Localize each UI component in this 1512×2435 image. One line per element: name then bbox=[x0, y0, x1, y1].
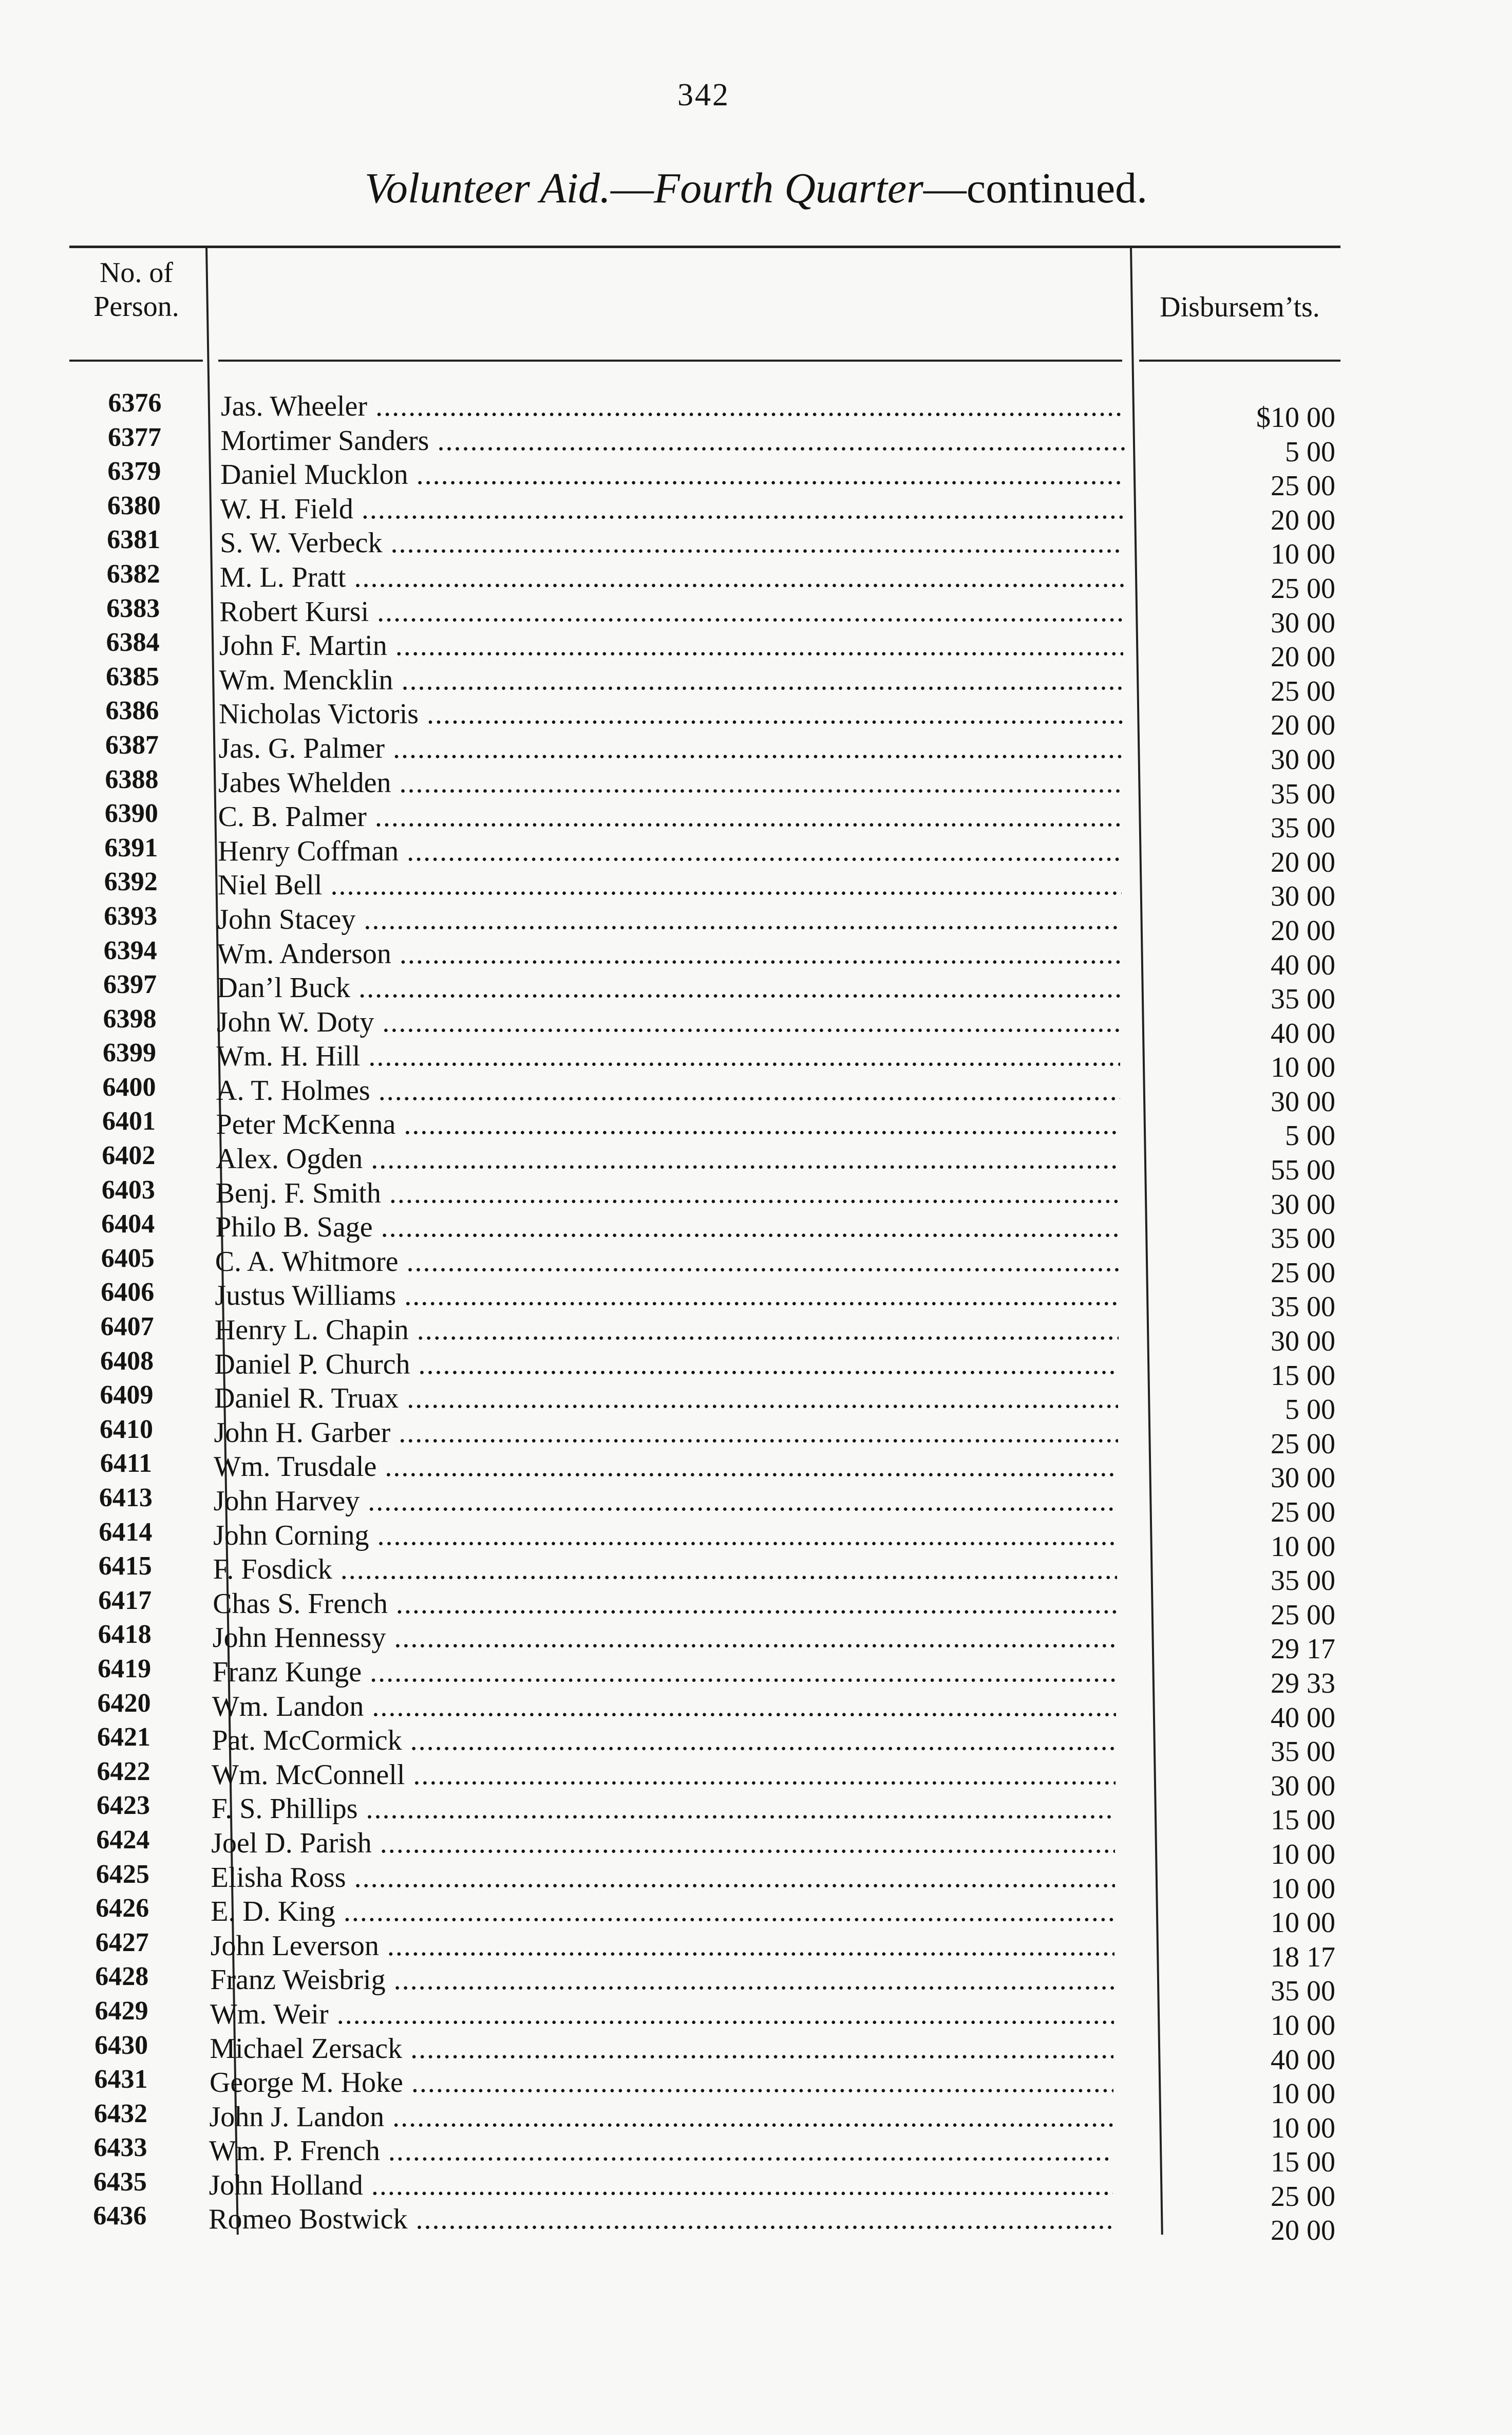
disbursement-amount: 30 00 bbox=[1271, 1085, 1335, 1118]
ledger-row bbox=[0, 2199, 1512, 2247]
ledger-row bbox=[0, 1584, 1512, 1631]
person-name: Dan’l Buck ..... bbox=[217, 972, 1121, 1004]
ledger-row bbox=[0, 763, 1512, 810]
ledger-row bbox=[0, 1276, 1512, 1323]
disbursement-amount: 40 00 bbox=[1271, 1017, 1335, 1050]
person-name: Benj. F. Smith ..... bbox=[216, 1177, 1120, 1209]
person-name: A. T. Holmes ..... bbox=[216, 1075, 1120, 1107]
disbursement-amount: 10 00 bbox=[1271, 1838, 1335, 1870]
person-number: 6409 bbox=[100, 1380, 154, 1410]
disbursement-amount: 20 00 bbox=[1271, 504, 1335, 536]
ledger-row bbox=[0, 1413, 1512, 1460]
person-name: Franz Weisbrig ..... bbox=[210, 1964, 1114, 1996]
person-name: John Leverson ..... bbox=[211, 1930, 1114, 1962]
person-number: 6410 bbox=[100, 1414, 153, 1444]
person-name: Daniel Mucklon ..... bbox=[220, 459, 1124, 491]
column-header-person bbox=[71, 256, 202, 324]
ledger-row bbox=[0, 455, 1512, 502]
person-name: W. H. Field ..... bbox=[220, 493, 1124, 525]
disbursement-amount: 5 00 bbox=[1285, 1394, 1335, 1426]
title-volunteer-aid: Volunteer Aid. bbox=[364, 164, 611, 212]
person-name: Alex. Ogden ..... bbox=[216, 1143, 1120, 1175]
person-name: Wm. McConnell ..... bbox=[212, 1759, 1116, 1791]
ledger-row bbox=[0, 1071, 1512, 1118]
person-number: 6432 bbox=[94, 2099, 147, 2128]
person-number: 6392 bbox=[104, 867, 158, 897]
disbursement-amount: 29 33 bbox=[1271, 1667, 1335, 1699]
person-name: Henry L. Chapin ..... bbox=[215, 1314, 1119, 1346]
person-name: Wm. H. Hill ..... bbox=[216, 1040, 1120, 1072]
disbursement-amount: 20 00 bbox=[1271, 709, 1335, 742]
ledger-row bbox=[0, 694, 1512, 742]
page-number: 342 bbox=[677, 78, 730, 113]
person-number: 6381 bbox=[107, 525, 161, 555]
person-name: S. W. Verbeck ..... bbox=[220, 527, 1124, 559]
ledger-row bbox=[0, 1173, 1512, 1221]
disbursement-amount: 29 17 bbox=[1271, 1633, 1335, 1665]
ledger-row bbox=[0, 626, 1512, 673]
person-name: Nicholas Victoris ..... bbox=[219, 698, 1123, 730]
ledger-row bbox=[0, 2165, 1512, 2213]
person-name: John Holland ..... bbox=[209, 2169, 1113, 2201]
ledger-row bbox=[0, 1926, 1512, 1973]
person-name: Philo B. Sage ..... bbox=[215, 1211, 1119, 1243]
ledger-row bbox=[0, 2097, 1512, 2144]
ledger-row bbox=[0, 421, 1512, 468]
person-number: 6401 bbox=[102, 1107, 156, 1136]
person-name: Chas S. French ..... bbox=[213, 1588, 1117, 1620]
person-name: Daniel R. Truax ..... bbox=[214, 1382, 1118, 1414]
person-name: John W. Doty ..... bbox=[217, 1006, 1121, 1038]
person-name: E. D. King ..... bbox=[211, 1896, 1114, 1927]
ledger-row bbox=[0, 1481, 1512, 1528]
disbursement-amount: 10 00 bbox=[1271, 1052, 1335, 1084]
person-name: Franz Kunge ..... bbox=[212, 1656, 1116, 1688]
disbursement-amount: 35 00 bbox=[1271, 983, 1335, 1016]
person-name: Jabes Whelden ..... bbox=[218, 767, 1122, 799]
disbursement-amount: 30 00 bbox=[1271, 1462, 1335, 1494]
person-name: Joel D. Parish ..... bbox=[211, 1827, 1115, 1859]
disbursement-amount: 30 00 bbox=[1271, 1770, 1335, 1802]
ledger-row bbox=[0, 1687, 1512, 1734]
disbursement-amount: 25 00 bbox=[1271, 1428, 1335, 1460]
person-number: 6386 bbox=[105, 696, 159, 726]
person-name: F. Fosdick ..... bbox=[213, 1553, 1117, 1585]
ledger-row bbox=[0, 1720, 1512, 1768]
person-number: 6403 bbox=[101, 1175, 155, 1205]
person-number: 6435 bbox=[93, 2167, 147, 2197]
person-name: Wm. P. French ..... bbox=[209, 2135, 1113, 2167]
disbursement-amount: 10 00 bbox=[1271, 538, 1335, 571]
ledger-row bbox=[0, 1789, 1512, 1837]
person-name: Michael Zersack ..... bbox=[210, 2033, 1113, 2065]
ledger-row bbox=[0, 1755, 1512, 1802]
header-rule bbox=[69, 246, 1340, 248]
person-number: 6426 bbox=[96, 1894, 149, 1923]
ledger-row bbox=[0, 592, 1512, 639]
ledger-row bbox=[0, 489, 1512, 536]
ledger-row bbox=[0, 1036, 1512, 1084]
ledger-row bbox=[0, 1618, 1512, 1665]
ledger-row bbox=[0, 1242, 1512, 1289]
person-name: Pat. McCormick ..... bbox=[212, 1725, 1116, 1756]
person-number: 6420 bbox=[97, 1688, 151, 1718]
person-number: 6399 bbox=[103, 1038, 157, 1068]
ledger-row bbox=[0, 1515, 1512, 1563]
disbursement-amount: 20 00 bbox=[1271, 641, 1335, 673]
column-header-person-line2: Person. bbox=[93, 291, 179, 323]
disbursement-amount: 35 00 bbox=[1271, 1975, 1335, 2008]
title-continued: continued. bbox=[966, 164, 1148, 212]
disbursement-amount: 5 00 bbox=[1285, 436, 1335, 468]
person-number: 6400 bbox=[102, 1072, 156, 1102]
person-name: Jas. G. Palmer ..... bbox=[219, 733, 1123, 764]
person-number: 6427 bbox=[95, 1927, 149, 1957]
ledger-row bbox=[0, 1960, 1512, 2008]
person-name: John J. Landon ..... bbox=[210, 2101, 1113, 2133]
person-number: 6384 bbox=[106, 628, 160, 658]
disbursement-amount: 55 00 bbox=[1271, 1154, 1335, 1187]
ledger-row bbox=[0, 900, 1512, 947]
person-number: 6390 bbox=[104, 799, 158, 829]
ledger-row bbox=[0, 1858, 1512, 1905]
ledger-row bbox=[0, 1891, 1512, 1939]
person-number: 6393 bbox=[104, 901, 158, 931]
person-number: 6387 bbox=[105, 730, 159, 760]
person-number: 6422 bbox=[97, 1756, 150, 1786]
disbursement-amount: 35 00 bbox=[1271, 778, 1335, 810]
column-rule-person bbox=[69, 360, 203, 362]
column-rule-name bbox=[218, 360, 1122, 362]
person-name: John Hennessy ..... bbox=[213, 1622, 1117, 1654]
ledger-row bbox=[0, 660, 1512, 707]
person-number: 6404 bbox=[101, 1209, 155, 1239]
column-header-disbursements: Disbursem’ts. bbox=[1160, 291, 1320, 323]
person-name: Wm. Mencklin ..... bbox=[219, 664, 1123, 696]
person-name: F. S. Phillips ..... bbox=[212, 1793, 1116, 1825]
person-number: 6436 bbox=[93, 2201, 147, 2231]
disbursement-amount: 35 00 bbox=[1271, 1736, 1335, 1768]
disbursement-amount: 30 00 bbox=[1271, 1188, 1335, 1221]
ledger-row bbox=[0, 934, 1512, 981]
ledger-row bbox=[0, 728, 1512, 776]
disbursement-amount: 25 00 bbox=[1271, 572, 1335, 605]
disbursement-amount: 25 00 bbox=[1271, 2180, 1335, 2213]
person-number: 6405 bbox=[101, 1243, 155, 1273]
disbursement-amount: 25 00 bbox=[1271, 1496, 1335, 1528]
person-number: 6406 bbox=[101, 1278, 155, 1307]
ledger-row bbox=[0, 1823, 1512, 1870]
person-name: Wm. Landon ..... bbox=[212, 1691, 1116, 1722]
ledger-row bbox=[0, 1549, 1512, 1597]
ledger-row bbox=[0, 386, 1512, 434]
person-number: 6397 bbox=[103, 970, 157, 1000]
person-name: C. B. Palmer ..... bbox=[218, 801, 1122, 833]
disbursement-amount: 15 00 bbox=[1271, 1804, 1335, 1837]
ledger-row bbox=[0, 2131, 1512, 2179]
ledger-row bbox=[0, 557, 1512, 605]
ledger-row bbox=[0, 1994, 1512, 2041]
title-dash: — bbox=[610, 164, 654, 212]
person-name: John H. Garber ..... bbox=[214, 1417, 1118, 1449]
person-number: 6411 bbox=[100, 1449, 152, 1478]
person-number: 6380 bbox=[107, 491, 161, 520]
person-number: 6398 bbox=[103, 1004, 157, 1034]
ledger-row bbox=[0, 831, 1512, 878]
disbursement-amount: 25 00 bbox=[1271, 1257, 1335, 1289]
person-number: 6421 bbox=[97, 1722, 151, 1752]
ledger-row bbox=[0, 523, 1512, 571]
person-number: 6419 bbox=[98, 1654, 152, 1683]
person-name: Wm. Trusdale ..... bbox=[214, 1451, 1118, 1483]
title-dash: — bbox=[923, 164, 967, 212]
ledger-row bbox=[0, 968, 1512, 1016]
ledger-row bbox=[0, 797, 1512, 845]
person-number: 6391 bbox=[104, 833, 158, 863]
person-number: 6388 bbox=[105, 764, 159, 794]
ledger-row bbox=[0, 865, 1512, 913]
ledger-row bbox=[0, 1652, 1512, 1699]
disbursement-amount: 10 00 bbox=[1271, 2112, 1335, 2144]
person-name: Henry Coffman ..... bbox=[218, 835, 1122, 867]
disbursement-amount: 25 00 bbox=[1271, 470, 1335, 502]
person-number: 6394 bbox=[103, 935, 157, 965]
person-number: 6430 bbox=[94, 2030, 148, 2060]
person-name: Justus Williams ..... bbox=[215, 1280, 1119, 1312]
disbursement-amount: 40 00 bbox=[1271, 1701, 1335, 1734]
person-name: Daniel P. Church ..... bbox=[214, 1348, 1118, 1380]
disbursement-amount: 20 00 bbox=[1271, 846, 1335, 878]
person-number: 6433 bbox=[93, 2133, 147, 2163]
person-name: Peter McKenna ..... bbox=[216, 1109, 1120, 1140]
person-number: 6418 bbox=[98, 1620, 152, 1650]
disbursement-amount: 40 00 bbox=[1271, 949, 1335, 981]
disbursement-amount: 35 00 bbox=[1271, 1291, 1335, 1323]
person-number: 6414 bbox=[99, 1517, 153, 1547]
person-number: 6408 bbox=[100, 1346, 154, 1376]
person-number: 6425 bbox=[96, 1859, 149, 1889]
person-number: 6382 bbox=[106, 559, 160, 589]
disbursement-amount: 5 00 bbox=[1285, 1120, 1335, 1152]
person-name: Niel Bell ..... bbox=[218, 869, 1122, 901]
person-name: Wm. Weir ..... bbox=[210, 1998, 1114, 2030]
ledger-row bbox=[0, 1207, 1512, 1255]
person-name: C. A. Whitmore ..... bbox=[215, 1246, 1119, 1278]
person-name: John Corning ..... bbox=[213, 1520, 1117, 1551]
disbursement-amount: 25 00 bbox=[1271, 675, 1335, 707]
person-number: 6379 bbox=[107, 457, 161, 486]
person-name: Robert Kursi ..... bbox=[219, 596, 1123, 628]
ledger-row bbox=[0, 1002, 1512, 1050]
disbursement-amount: 30 00 bbox=[1271, 881, 1335, 913]
person-name: John Harvey ..... bbox=[214, 1485, 1118, 1517]
disbursement-amount: 20 00 bbox=[1271, 2215, 1335, 2247]
person-name: Mortimer Sanders ..... bbox=[221, 425, 1125, 457]
person-name: Romeo Bostwick ..... bbox=[209, 2203, 1112, 2235]
disbursement-amount: 15 00 bbox=[1271, 1359, 1335, 1392]
person-name: John F. Martin ..... bbox=[219, 630, 1123, 662]
person-name: M. L. Pratt ..... bbox=[220, 561, 1124, 593]
disbursement-amount: 25 00 bbox=[1271, 1599, 1335, 1631]
disbursement-amount: 35 00 bbox=[1271, 1223, 1335, 1255]
disbursement-amount: 15 00 bbox=[1271, 2146, 1335, 2179]
person-number: 6407 bbox=[100, 1312, 154, 1342]
person-number: 6385 bbox=[106, 662, 160, 691]
disbursement-amount: 10 00 bbox=[1271, 1872, 1335, 1905]
disbursement-amount: 20 00 bbox=[1271, 914, 1335, 947]
disbursement-amount: $10 00 bbox=[1256, 402, 1335, 434]
disbursement-amount: 40 00 bbox=[1271, 2044, 1335, 2076]
ledger-rows bbox=[0, 386, 1512, 2247]
person-name: George M. Hoke ..... bbox=[210, 2067, 1113, 2099]
person-number: 6377 bbox=[107, 422, 161, 452]
person-number: 6402 bbox=[102, 1141, 156, 1171]
disbursement-amount: 18 17 bbox=[1271, 1941, 1335, 1973]
page-title bbox=[0, 163, 1512, 213]
person-name: Jas. Wheeler ..... bbox=[221, 390, 1125, 422]
person-name: Elisha Ross ..... bbox=[211, 1862, 1115, 1894]
ledger-row bbox=[0, 1310, 1512, 1358]
disbursement-amount: 10 00 bbox=[1271, 1530, 1335, 1563]
disbursement-amount: 35 00 bbox=[1271, 812, 1335, 845]
person-number: 6424 bbox=[96, 1825, 150, 1855]
ledger-row bbox=[0, 1378, 1512, 1426]
ledger-row bbox=[0, 1447, 1512, 1494]
disbursement-amount: 30 00 bbox=[1271, 743, 1335, 776]
person-name: Wm. Anderson ..... bbox=[217, 938, 1121, 970]
disbursement-amount: 10 00 bbox=[1271, 1907, 1335, 1939]
ledger-row bbox=[0, 1344, 1512, 1392]
disbursement-amount: 30 00 bbox=[1271, 1325, 1335, 1358]
ledger-row bbox=[0, 2063, 1512, 2110]
ledger-row bbox=[0, 1139, 1512, 1187]
person-number: 6431 bbox=[94, 2065, 148, 2094]
title-fourth-quarter: Fourth Quarter bbox=[653, 164, 923, 212]
person-number: 6423 bbox=[96, 1791, 150, 1821]
person-number: 6376 bbox=[108, 388, 162, 418]
person-number: 6429 bbox=[94, 1996, 148, 2026]
person-name: John Stacey ..... bbox=[217, 904, 1121, 935]
person-number: 6428 bbox=[95, 1962, 149, 1992]
disbursement-amount: 10 00 bbox=[1271, 2009, 1335, 2041]
person-number: 6417 bbox=[98, 1585, 152, 1615]
disbursement-amount: 30 00 bbox=[1271, 607, 1335, 639]
ledger-row bbox=[0, 2029, 1512, 2076]
ledger-row bbox=[0, 1104, 1512, 1152]
person-number: 6383 bbox=[106, 593, 160, 623]
disbursement-amount: 10 00 bbox=[1271, 2078, 1335, 2110]
person-number: 6415 bbox=[98, 1551, 152, 1581]
column-rule-disbursements bbox=[1139, 360, 1340, 362]
column-header-person-line1: No. of bbox=[99, 257, 174, 289]
person-number: 6413 bbox=[99, 1483, 153, 1512]
disbursement-amount: 35 00 bbox=[1271, 1565, 1335, 1597]
